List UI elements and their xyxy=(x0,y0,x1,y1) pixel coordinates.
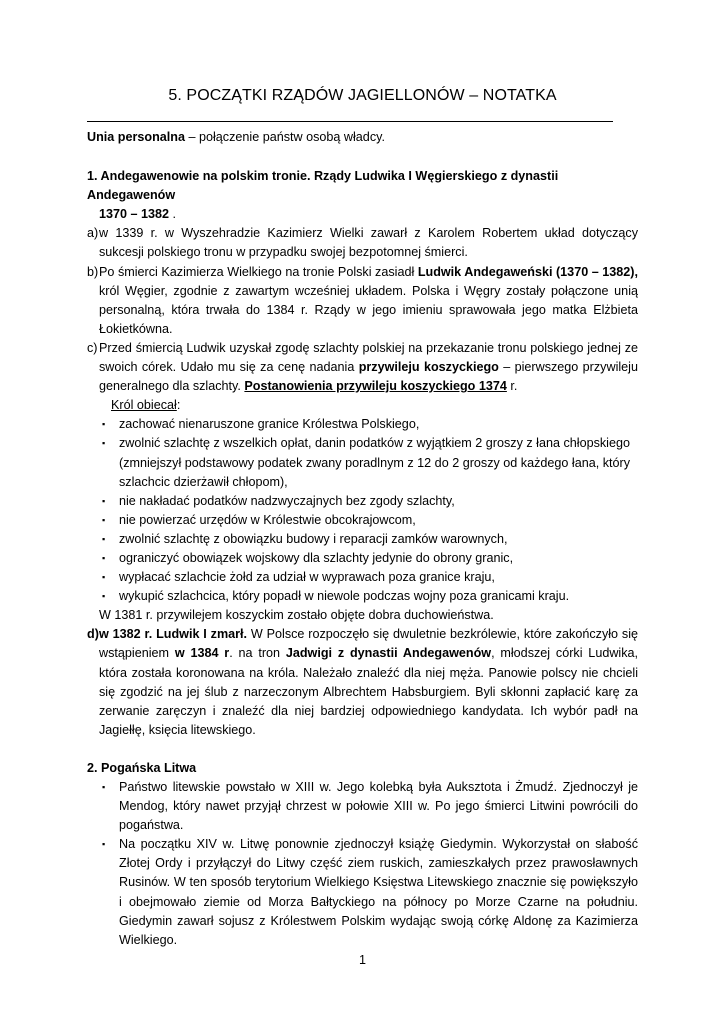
page-number: 1 xyxy=(358,953,366,967)
list-item: ▪ zwolnić szlachtę z wszelkich opłat, danin podatków z wyjątkiem 2 groszy z łana chłopskiego (zmniejszył podstawowy podatek zwany poradlnym z 12 do 2 groszy od każdego łana, który szlachcic dzierżawił chłopom), xyxy=(102,436,631,489)
item-d-label: d) xyxy=(87,627,99,642)
item-d-text3: , młodszej córki Ludwika, która została koronowana na króla. Należało znaleźć dla niej męża. Panowie polscy nie chcieli się zgodzić na jej ślub z narzeczonym Albrechtem Habsburgiem. Byli skłonni zapłacić karę za zerwanie zaręczyn i znaleźć dla niej bardziej odpowiedniego kandydata. Ich wybór padł na Jagiełłę, księcia litewskiego. xyxy=(99,646,639,737)
list-item: ▪ Na początku XIV w. Litwę ponownie zjednoczył książę Giedymin. Wykorzystał on słabość Złotej Ordy i przyłączył do Litwy część ziem ruskich, zamieszkałych przez prawosławnych Rusinów. W ten sposób terytorium Wielkiego Księstwa Litewskiego znacznie się powiększyło i obejmowało ziemie od Morza Bałtyckiego na północy po Morze Czarne na południu. Giedymin zawarł sojusz z Królestwem Polskim wydając swoją córkę Aldonę za Kazimierza Wielkiego. xyxy=(102,837,638,947)
item-a xyxy=(87,224,638,262)
spacer xyxy=(87,740,638,759)
section1-heading-dates: 1370 – 1382 xyxy=(99,207,170,222)
section1-heading-line1: 1. Andegawenowie na polskim tronie. Rządy Ludwika I Węgierskiego z dynastii Andegawenów xyxy=(87,169,559,203)
krol-obiecal-colon: : xyxy=(176,398,181,413)
item-c-text2: – pierwszego przywileju generalnego dla szlachty. xyxy=(99,360,638,394)
item-c-text1: Przed śmiercią Ludwik uzyskał zgodę szlachty polskiej na przekazanie tronu polskiego jednej ze swoich córek. Udało mu się za cenę nadania xyxy=(99,340,638,375)
item-a-label: a) xyxy=(87,226,99,241)
bullet-icon: ▪ xyxy=(102,495,106,506)
krol-obiecal xyxy=(87,396,638,415)
item-a-text: w 1339 r. w Wyszehradzie Kazimierz Wielki zawarł z Karolem Robertem układ dotyczący sukcesji polskiego tronu w przypadku swojej bezpotomnej śmierci. xyxy=(99,226,638,260)
item-b-text2: król Węgier, zgodnie z zawartym wcześniej układem. Polska i Węgry zostały połączone unią personalną, która trwała do 1384 r. Rządy w jego imieniu sprawowała jego matka Elżbieta Łokietkówna. xyxy=(99,283,638,336)
item-d-ludwik-zmarl: w 1382 r. Ludwik I zmarł. xyxy=(99,627,248,642)
spacer xyxy=(87,147,638,167)
title-underline xyxy=(87,121,613,122)
bullet-icon: ▪ xyxy=(102,533,106,544)
section1-heading-dot: . xyxy=(169,207,177,222)
item-c-postanowienia: Postanowienia przywileju koszyckiego 1374 xyxy=(244,379,507,394)
item-c xyxy=(87,339,638,396)
item-d-jadwiga: Jadwigi z dynastii Andegawenów xyxy=(285,646,492,661)
list-item: ▪ nie powierzać urzędów w Królestwie obcokrajowcom, xyxy=(87,511,638,530)
section2-heading xyxy=(87,759,638,778)
bullet-icon: ▪ xyxy=(102,591,106,602)
promises-list xyxy=(87,415,638,606)
item-c-text3: r. xyxy=(506,379,518,394)
section1-heading xyxy=(87,167,638,205)
list-item: ▪ wykupić szlachcica, który popadł w niewole podczas wojny poza granicami kraju. xyxy=(87,587,638,606)
item-b-ludwik: Ludwik Andegaweński (1370 – 1382), xyxy=(417,264,638,279)
item-b-label: b) xyxy=(87,264,99,279)
page-title: 5. POCZĄTKI RZĄDÓW JAGIELLONÓW – NOTATKA xyxy=(168,87,557,104)
section2-heading-text: 2. Pogańska Litwa xyxy=(87,760,197,775)
item-d-1384: w 1384 r xyxy=(174,646,230,661)
item-c-przywilej: przywileju koszyckiego xyxy=(358,360,499,375)
section1-heading-cont xyxy=(87,205,638,224)
bullet-icon: ▪ xyxy=(102,419,106,430)
bullet-icon: ▪ xyxy=(102,552,106,563)
definition xyxy=(87,128,638,147)
litwa-list xyxy=(87,778,638,950)
list-item: ▪ zwolnić szlachtę z obowiązku budowy i reparacji zamków warownych, xyxy=(87,530,638,549)
bullet-icon: ▪ xyxy=(102,839,106,850)
list-item: ▪ zachować nienaruszone granice Królestwa Polskiego, xyxy=(87,415,638,434)
bullet-icon: ▪ xyxy=(102,782,106,792)
definition-text: – połączenie państw osobą władcy. xyxy=(184,130,385,144)
bullet-icon: ▪ xyxy=(102,572,106,583)
bullet-icon: ▪ xyxy=(102,438,106,449)
item-d xyxy=(87,625,638,740)
item-b-text1: Po śmierci Kazimierza Wielkiego na tronie Polski zasiadł xyxy=(99,264,418,279)
item-d-text2: . na tron xyxy=(229,646,286,661)
bullet-icon: ▪ xyxy=(102,514,106,525)
item-c-label: c) xyxy=(87,340,98,355)
list-item: ▪ nie nakładać podatków nadzwyczajnych bez zgody szlachty, xyxy=(87,492,638,511)
koszyce-note: W 1381 r. przywilejem koszyckim zostało objęte dobra duchowieństwa. xyxy=(99,608,494,623)
list-item: ▪ ograniczyć obowiązek wojskowy dla szlachty jedynie do obrony granic, xyxy=(87,549,638,568)
document-body xyxy=(87,128,638,950)
krol-obiecal-text: Król obiecał xyxy=(111,398,177,413)
definition-term: Unia personalna xyxy=(87,130,185,144)
item-d-text1: W Polsce rozpoczęło się dwuletnie bezkrólewie, które zakończyło się wstąpieniem xyxy=(99,627,638,661)
item-b xyxy=(87,263,638,339)
list-item: ▪ wypłacać szlachcie żołd za udział w wyprawach poza granice kraju, xyxy=(87,568,638,587)
list-item: ▪ Państwo litewskie powstało w XIII w. Jego kolebką była Auksztota i Żmudź. Zjednoczył je Mendog, który nawet przyjął chrzest w połowie XIII w. Po jego śmierci Litwini powrócili do pogaństwa. xyxy=(102,780,638,833)
